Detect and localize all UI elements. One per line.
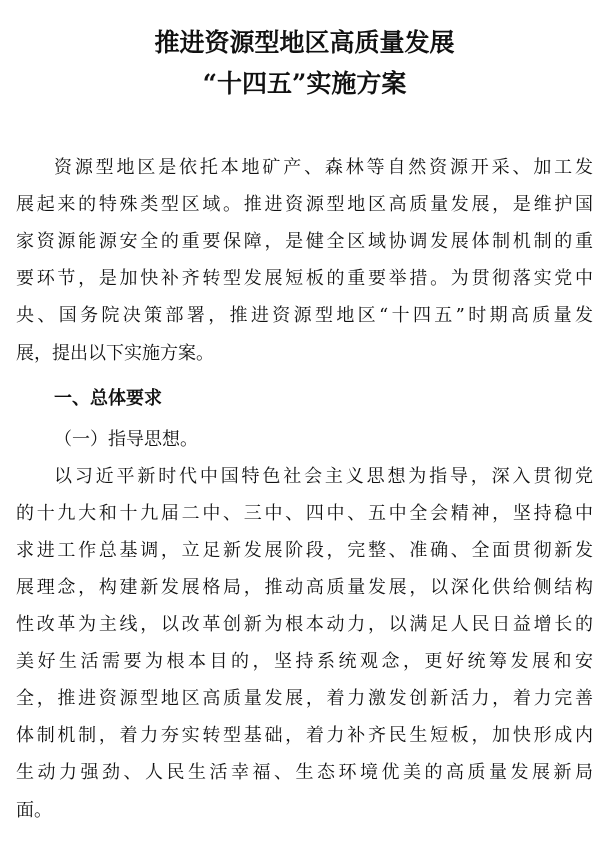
- intro-paragraph-line: 央、国务院决策部署，推进资源型地区“十四五”时期高质量发: [16, 305, 593, 326]
- intro-paragraph-line: 要环节，是加快补齐转型发展短板的重要举措。为贯彻落实党中: [16, 268, 593, 289]
- guiding-paragraph-line: 体制机制，着力夯实转型基础，着力补齐民生短板，加快形成内: [16, 725, 593, 746]
- guiding-paragraph-line: 求进工作总基调，立足新发展阶段，完整、准确、全面贯彻新发: [16, 540, 593, 561]
- guiding-paragraph-line: 以习近平新时代中国特色社会主义思想为指导，深入贯彻党: [54, 466, 593, 487]
- document-title-line-1: 推进资源型地区高质量发展: [154, 28, 455, 57]
- guiding-paragraph-line: 生动力强劲、人民生活幸福、生态环境优美的高质量发展新局: [16, 762, 593, 783]
- intro-paragraph-line: 展，提出以下实施方案。: [16, 343, 214, 364]
- guiding-paragraph-line: 的十九大和十九届二中、三中、四中、五中全会精神，坚持稳中: [16, 503, 593, 524]
- document-title-line-2: “十四五”实施方案: [202, 69, 407, 98]
- section-heading-general-requirements: 一、总体要求: [54, 388, 162, 409]
- intro-paragraph-line: 家资源能源安全的重要保障，是健全区域协调发展体制机制的重: [16, 231, 593, 252]
- guiding-paragraph-line: 性改革为主线，以改革创新为根本动力，以满足人民日益增长的: [16, 614, 593, 635]
- subsection-heading-guiding-thought: （一）指导思想。: [54, 429, 198, 450]
- intro-paragraph-line: 资源型地区是依托本地矿产、森林等自然资源开采、加工发: [54, 157, 593, 178]
- guiding-paragraph-line: 面。: [16, 800, 52, 821]
- guiding-paragraph-line: 展理念，构建新发展格局，推动高质量发展，以深化供给侧结构: [16, 577, 593, 598]
- guiding-paragraph-line: 美好生活需要为根本目的，坚持系统观念，更好统筹发展和安: [16, 651, 593, 672]
- intro-paragraph-line: 展起来的特殊类型区域。推进资源型地区高质量发展，是维护国: [16, 194, 593, 215]
- guiding-paragraph-line: 全，推进资源型地区高质量发展，着力激发创新活力，着力完善: [16, 688, 593, 709]
